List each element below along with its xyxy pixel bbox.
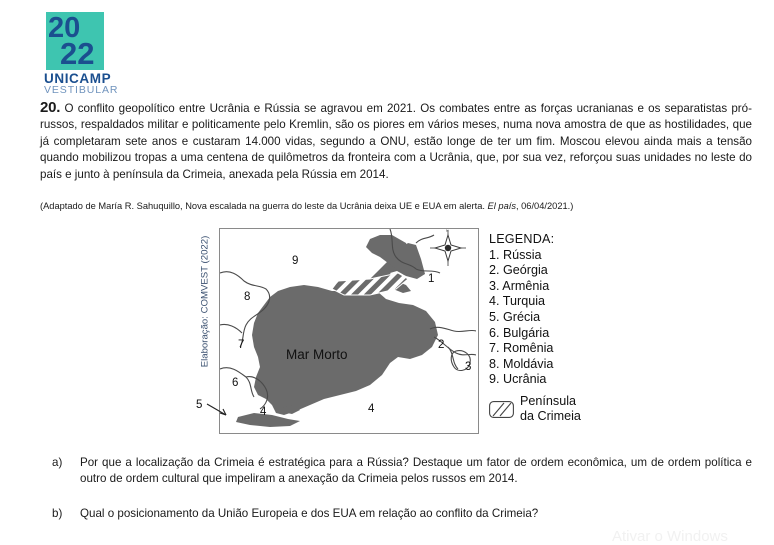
legend-item-6: 6. Bulgária bbox=[489, 325, 550, 340]
legend-item-1: 1. Rússia bbox=[489, 247, 542, 262]
legend-item-9: 9. Ucrânia bbox=[489, 372, 547, 387]
subquestion-a bbox=[52, 455, 752, 487]
legend-item-5: 5. Grécia bbox=[489, 309, 541, 324]
source-prefix: (Adaptado de María R. Sahuquillo, Nova escalada na guerra do leste da Ucrânia deixa UE e EUA em alerta. bbox=[40, 201, 488, 211]
subquestion-a-text: Por que a localização da Crimeia é estratégica para a Rússia? Destaque um fator de ordem econômica, um de ordem política e outro de ordem cultural que impeliram a anexação da Crimeia pelos russos em 2014. bbox=[80, 456, 752, 486]
crimea-hatch-swatch-icon bbox=[489, 401, 514, 418]
map-figure bbox=[186, 224, 606, 438]
southern-coast-strip bbox=[236, 413, 300, 427]
map-label-8-moldavia: 8 bbox=[244, 291, 251, 303]
map-label-9-ucrania: 9 bbox=[292, 255, 299, 267]
map-graphic bbox=[220, 229, 476, 431]
logo-year-square bbox=[46, 12, 104, 70]
map-sea-label: Mar Morto bbox=[286, 347, 348, 362]
map-label-4-turquia-east: 4 bbox=[368, 403, 375, 415]
subquestion-b-text: Qual o posicionamento da União Europeia e dos EUA em relação ao conflito da Crimeia? bbox=[80, 507, 539, 520]
subquestion-a-marker: a) bbox=[52, 456, 63, 469]
map-label-1-russia: 1 bbox=[428, 273, 435, 285]
logo-year-top: 20 bbox=[48, 12, 81, 44]
map-label-6-bulgaria: 6 bbox=[232, 377, 239, 389]
question-statement-text: O conflito geopolítico entre Ucrânia e Rússia se agravou em 2021. Os combates entre as forças ucranianas e os separatistas pró-russos, respaldados militar e politicamente pelo Kremlin, são os piores em vários meses, numa nova amostra de que as hostilidades, que já completaram sete anos e custaram 14.000 vidas, segundo a ONU, estão longe de ter um fim. Moscou elevou ainda mais a tensão quando mobilizou tropas a uma centena de quilômetros da fronteira com a Ucrânia, que, por sua vez, reforçou suas unidades no leste do país e junto à península da Crimeia, anexada pela Rússia em 2014. bbox=[40, 102, 752, 181]
map-label-7-romenia: 7 bbox=[238, 339, 245, 351]
map-label-5-grecia-group bbox=[196, 399, 202, 411]
legend-title: LEGENDA: bbox=[489, 232, 555, 246]
map-label-4-turquia-west: 4 bbox=[260, 406, 267, 418]
legend-crimea-line2: da Crimeia bbox=[520, 409, 581, 424]
map-label-3-armenia: 3 bbox=[465, 361, 472, 373]
svg-text:N: N bbox=[446, 229, 449, 233]
crimea-peninsula bbox=[332, 273, 408, 295]
logo-institution-text: UNICAMP bbox=[44, 71, 112, 86]
legend-item-2: 2. Geórgia bbox=[489, 263, 548, 278]
legend-item-7: 7. Romênia bbox=[489, 341, 554, 356]
label-5-leader-line bbox=[206, 402, 240, 420]
legend-crimea-line1: Península bbox=[520, 393, 577, 408]
legend-item-3: 3. Armênia bbox=[489, 278, 550, 293]
question-statement bbox=[40, 100, 752, 183]
map-legend bbox=[489, 232, 609, 425]
legend-crimea-label bbox=[520, 394, 581, 425]
legend-crimea-entry bbox=[489, 394, 609, 425]
logo-year-bottom: 22 bbox=[60, 36, 95, 70]
figure-credit: Elaboração: COMVEST (2022) bbox=[199, 235, 211, 368]
source-publication: El país bbox=[487, 201, 516, 211]
logo-year-graphic bbox=[46, 12, 104, 70]
logo-exam-text: VESTIBULAR bbox=[44, 84, 119, 96]
legend-item-4: 4. Turquia bbox=[489, 294, 546, 309]
unicamp-logo bbox=[44, 10, 130, 98]
map-label-2-georgia: 2 bbox=[438, 339, 445, 351]
windows-activation-watermark: Ativar o Windows bbox=[612, 528, 728, 545]
source-suffix: , 06/04/2021.) bbox=[515, 201, 574, 211]
subquestion-b-marker: b) bbox=[52, 507, 63, 520]
compass-rose-icon bbox=[430, 229, 466, 266]
map-label-5-grecia: 5 bbox=[196, 399, 203, 411]
legend-item-8: 8. Moldávia bbox=[489, 356, 554, 371]
subquestion-b bbox=[52, 506, 752, 522]
source-attribution bbox=[40, 200, 752, 213]
question-number: 20. bbox=[40, 99, 61, 116]
